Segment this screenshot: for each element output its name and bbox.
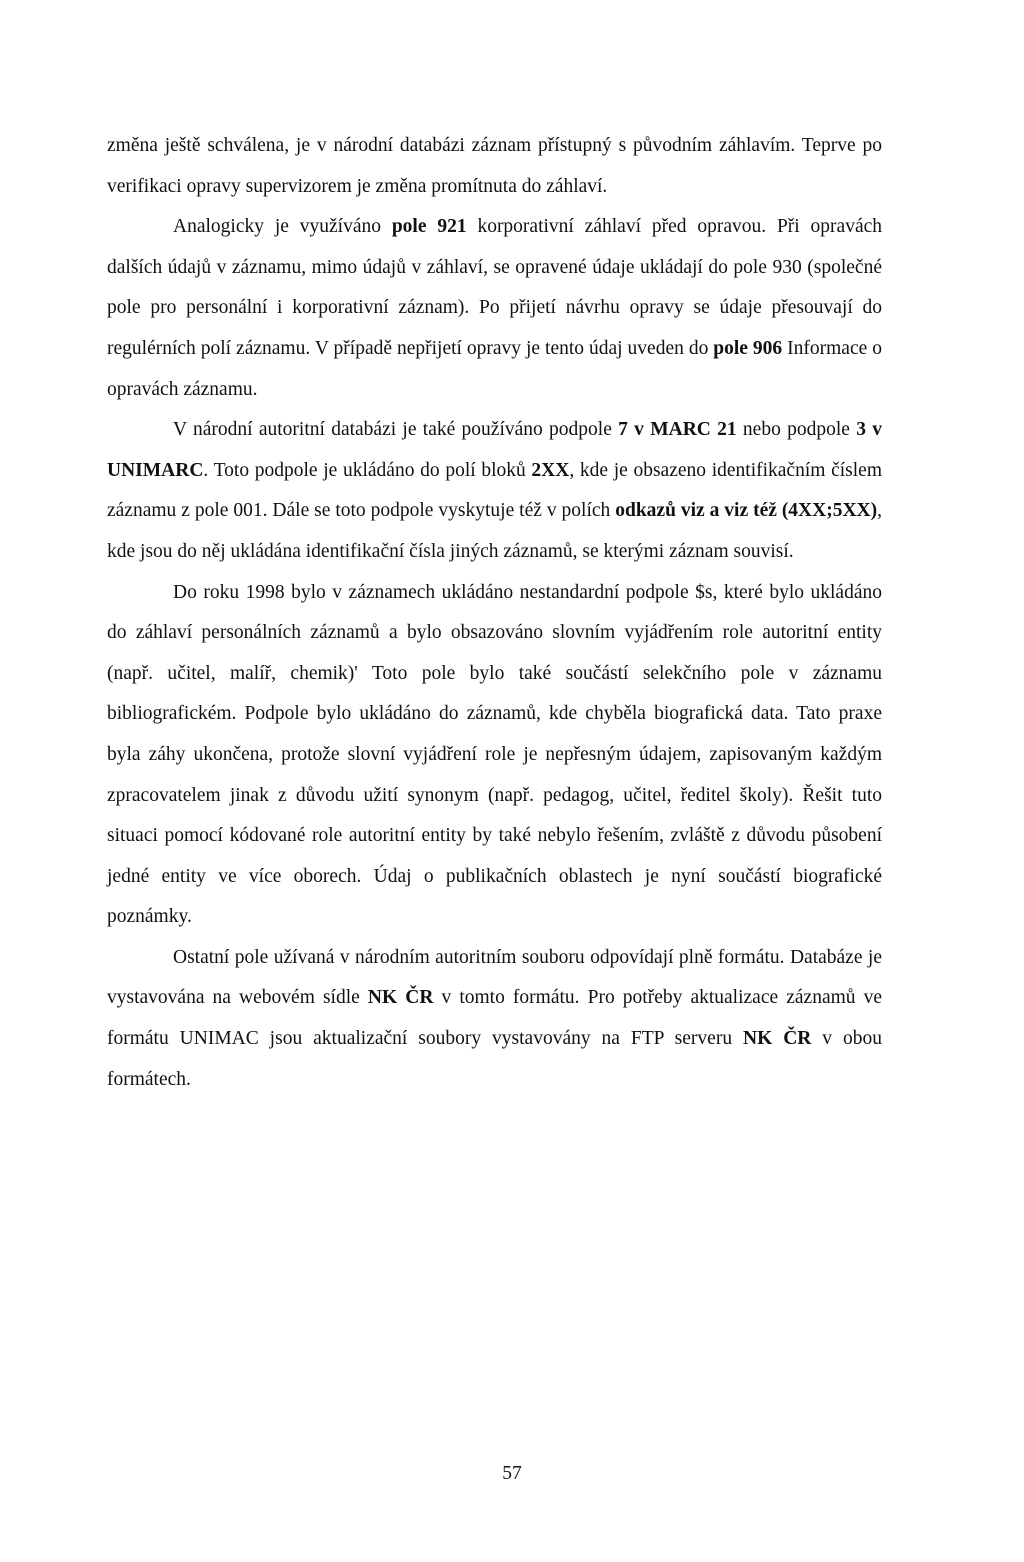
bold-term: NK ČR bbox=[367, 987, 434, 1009]
bold-term: 2XX bbox=[531, 459, 570, 481]
text-span: V národní autoritní databázi je také používáno podpole bbox=[173, 419, 619, 441]
text-span: v obou formátech. bbox=[107, 1028, 882, 1090]
paragraph-1 bbox=[107, 126, 882, 207]
text-span: nebo podpole bbox=[736, 419, 857, 441]
bold-term: pole 906 bbox=[713, 337, 783, 359]
page-body bbox=[107, 126, 882, 1100]
paragraph-3 bbox=[107, 410, 882, 572]
bold-term: pole 921 bbox=[391, 216, 467, 238]
text-span: Analogicky je využíváno bbox=[173, 216, 392, 238]
bold-term: NK ČR bbox=[743, 1028, 812, 1050]
paragraph-5 bbox=[107, 938, 882, 1100]
text-span: Ostatní pole užívaná v národním autoritním souboru odpovídají plně formátu. Databáze je vystavována na webovém sídle bbox=[107, 946, 882, 1009]
bold-term: 7 v MARC 21 bbox=[618, 419, 737, 441]
page-number: 57 bbox=[502, 1463, 522, 1484]
text-span: , kde je obsazeno identifikačním číslem záznamu z pole 001. Dále se toto podpole vyskytuje též v polích bbox=[107, 459, 882, 522]
paragraph-2 bbox=[107, 207, 882, 410]
bold-term: odkazů viz a viz též (4XX;5XX) bbox=[615, 500, 878, 522]
text-span: v tomto formátu. Pro potřeby aktualizace záznamů ve formátu UNIMAC jsou aktualizační soubory vystavovány na FTP serveru bbox=[107, 987, 883, 1050]
text-span: změna ještě schválena, je v národní databázi záznam přístupný s původním záhlavím. Teprve po verifikaci opravy supervizorem je změna promítnuta do záhlaví. bbox=[107, 135, 882, 197]
text-span: . Toto podpole je ukládáno do polí bloků bbox=[203, 459, 532, 481]
paragraph-4 bbox=[107, 573, 882, 938]
text-span: Informace o opravách záznamu. bbox=[107, 337, 882, 400]
text-span: , kde jsou do něj ukládána identifikační čísla jiných záznamů, se kterými záznam souvisí. bbox=[107, 500, 883, 562]
text-span: korporativní záhlaví před opravou. Při opravách dalších údajů v záznamu, mimo údajů v záhlaví, se opravené údaje ukládají do pole 930 (společné pole pro personální i korporativní záznam). Po přijetí návrhu opravy se údaje přesouvají do regulérních polí záznamu. V případě nepřijetí opravy je tento údaj uveden do bbox=[107, 216, 882, 359]
text-span: Do roku 1998 bylo v záznamech ukládáno nestandardní podpole $s, které bylo ukládáno do záhlaví personálních záznamů a bylo obsazováno slovním vyjádřením role autoritní entity (např. učitel, malíř, chemik)' Toto pole bylo také součástí selekčního pole v záznamu bibliografickém. Podpole bylo ukládáno do záznamů, kde chyběla biografická data. Tato praxe byla záhy ukončena, protože slovní vyjádření role je nepřesným údajem, zapisovaným každým zpracovatelem jinak z důvodu užití synonym (např. pedagog, učitel, ředitel školy). Řešit tuto situaci pomocí kódované role autoritní entity by také nebylo řešením, zvláště z důvodu působení jedné entity ve více oborech. Údaj o publikačních oblastech je nyní součástí biografické poznámky. bbox=[107, 581, 882, 928]
bold-term: 3 v UNIMARC bbox=[107, 419, 882, 481]
